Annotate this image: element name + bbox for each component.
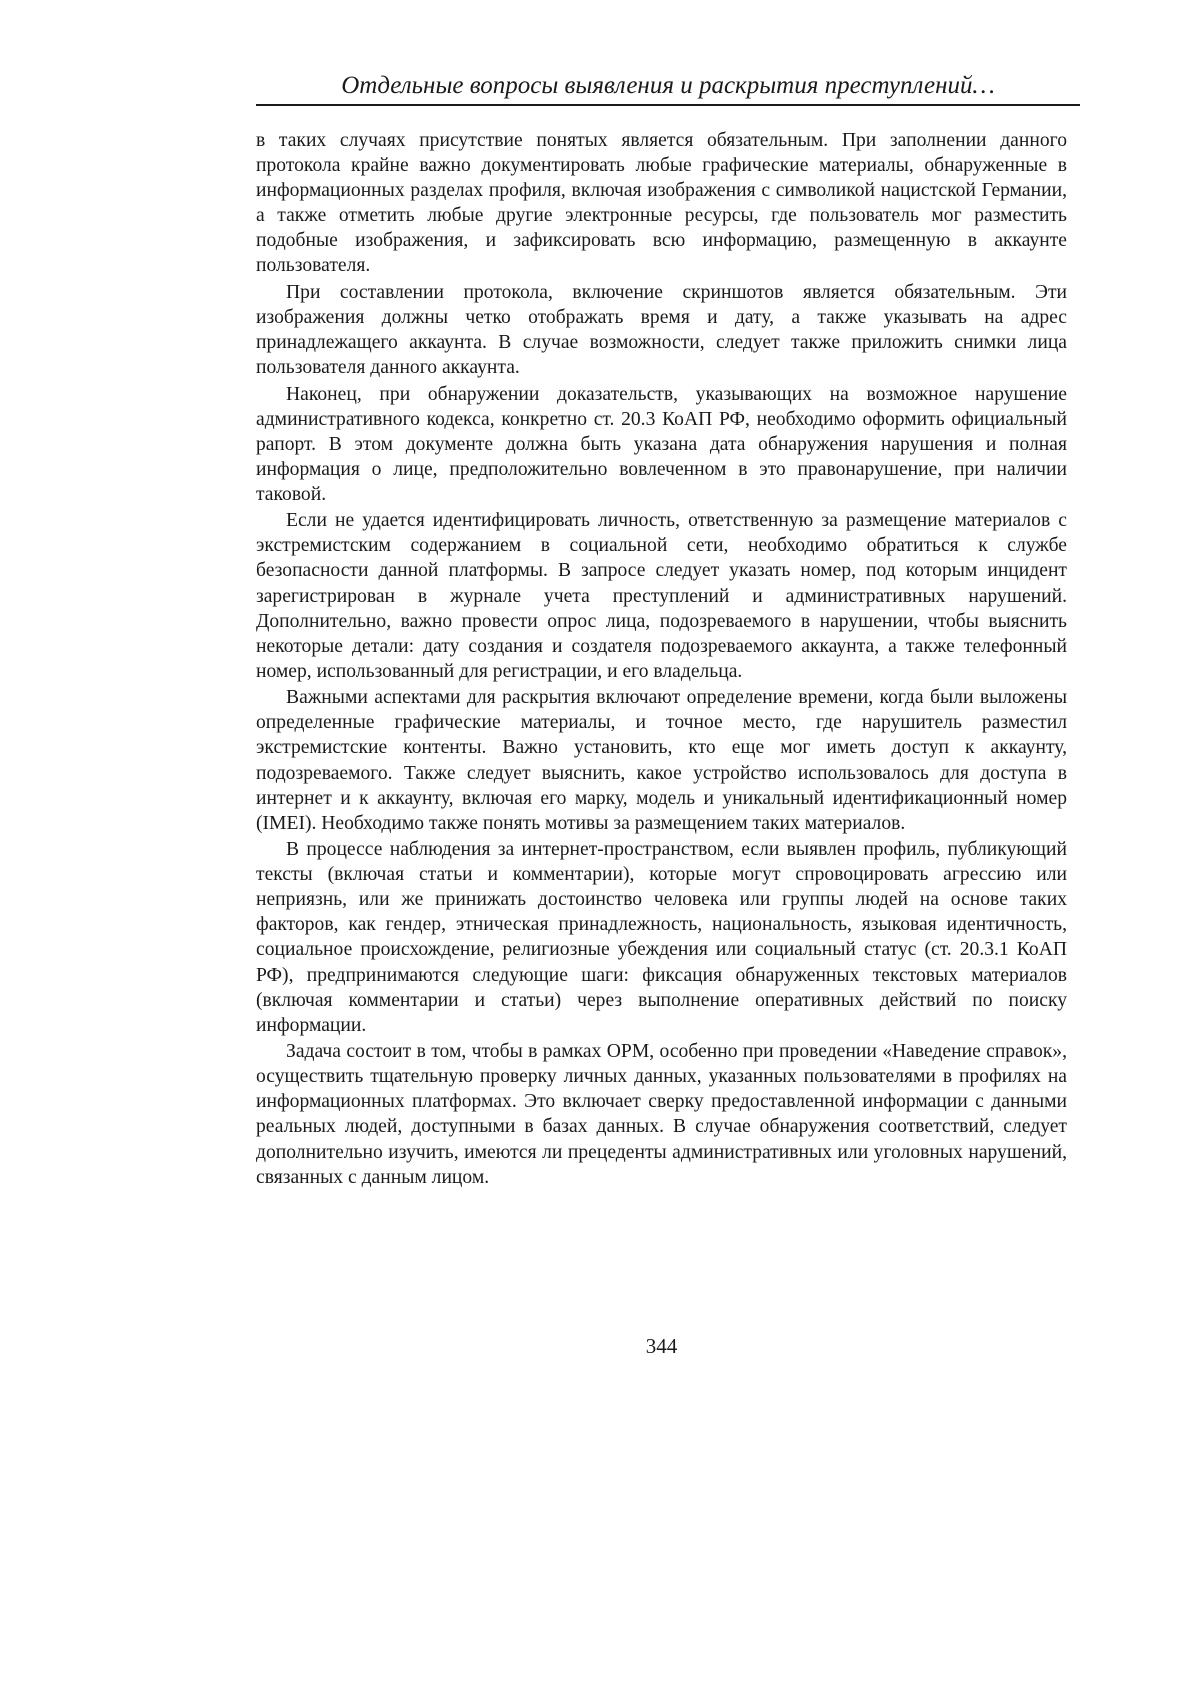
paragraph-2: При составлении протокола, включение скриншотов является обязательным. Эти изображения должны четко отображать время и дату, а также указывать на адрес принадлежащего аккаунта. В случае возможности, следует также приложить снимки лица пользователя данного аккаунта. (256, 280, 1067, 380)
body-text (256, 128, 1067, 1191)
paragraph-7: Задача состоит в том, чтобы в рамках ОРМ, особенно при проведении «Наведение справок», осуществить тщательную проверку личных данных, указанных пользователями в профилях на информационных платформах. Это включает сверку предоставленной информации с данными реальных людей, доступными в базах данных. В случае обнаружения соответствий, следует дополнительно изучить, имеются ли прецеденты административных или уголовных нарушений, связанных с данным лицом. (256, 1039, 1067, 1190)
paragraph-5: Важными аспектами для раскрытия включают определение времени, когда были выложены определенные графические материалы, и точное место, где нарушитель разместил экстремистские контенты. Важно установить, кто еще мог иметь доступ к аккаунту, подозреваемого. Также следует выяснить, какое устройство использовалось для доступа в интернет и к аккаунту, включая его марку, модель и уникальный идентификационный номер (IMEI). Необходимо также понять мотивы за размещением таких материалов. (256, 685, 1067, 836)
running-header: Отдельные вопросы выявления и раскрытия преступлений… (256, 68, 1080, 104)
paragraph-6: В процессе наблюдения за интернет-пространством, если выявлен профиль, публикующий тексты (включая статьи и комментарии), которые могут спровоцировать агрессию или неприязнь, или же принижать достоинство человека или группы людей на основе таких факторов, как гендер, этническая принадлежность, национальность, языковая идентичность, социальное происхождение, религиозные убеждения или социальный статус (ст. 20.3.1 КоАП РФ), предпринимаются следующие шаги: фиксация обнаруженных текстовых материалов (включая комментарии и статьи) через выполнение оперативных действий по поиску информации. (256, 837, 1067, 1038)
book-page (0, 0, 1200, 1697)
paragraph-3: Наконец, при обнаружении доказательств, указывающих на возможное нарушение административного кодекса, конкретно ст. 20.3 КоАП РФ, необходимо оформить официальный рапорт. В этом документе должна быть указана дата обнаружения нарушения и полная информация о лице, предположительно вовлеченном в это правонарушение, при наличии таковой. (256, 382, 1067, 507)
paragraph-4: Если не удается идентифицировать личность, ответственную за размещение материалов с экстремистским содержанием в социальной сети, необходимо обратиться к службе безопасности данной платформы. В запросе следует указать номер, под которым инцидент зарегистрирован в журнале учета преступлений и административных нарушений. Дополнительно, важно провести опрос лица, подозреваемого в нарушении, чтобы выяснить некоторые детали: дату создания и создателя подозреваемого аккаунта, а также телефонный номер, использованный для регистрации, и его владельца. (256, 508, 1067, 684)
paragraph-1: в таких случаях присутствие понятых является обязательным. При заполнении данного протокола крайне важно документировать любые графические материалы, обнаруженные в информационных разделах профиля, включая изображения с символикой нацистской Германии, а также отметить любые другие электронные ресурсы, где пользователь мог разместить подобные изображения, и зафиксировать всю информацию, размещенную в аккаунте пользователя. (256, 128, 1067, 279)
page-number: 344 (256, 1332, 1067, 1360)
header-rule (256, 104, 1080, 106)
